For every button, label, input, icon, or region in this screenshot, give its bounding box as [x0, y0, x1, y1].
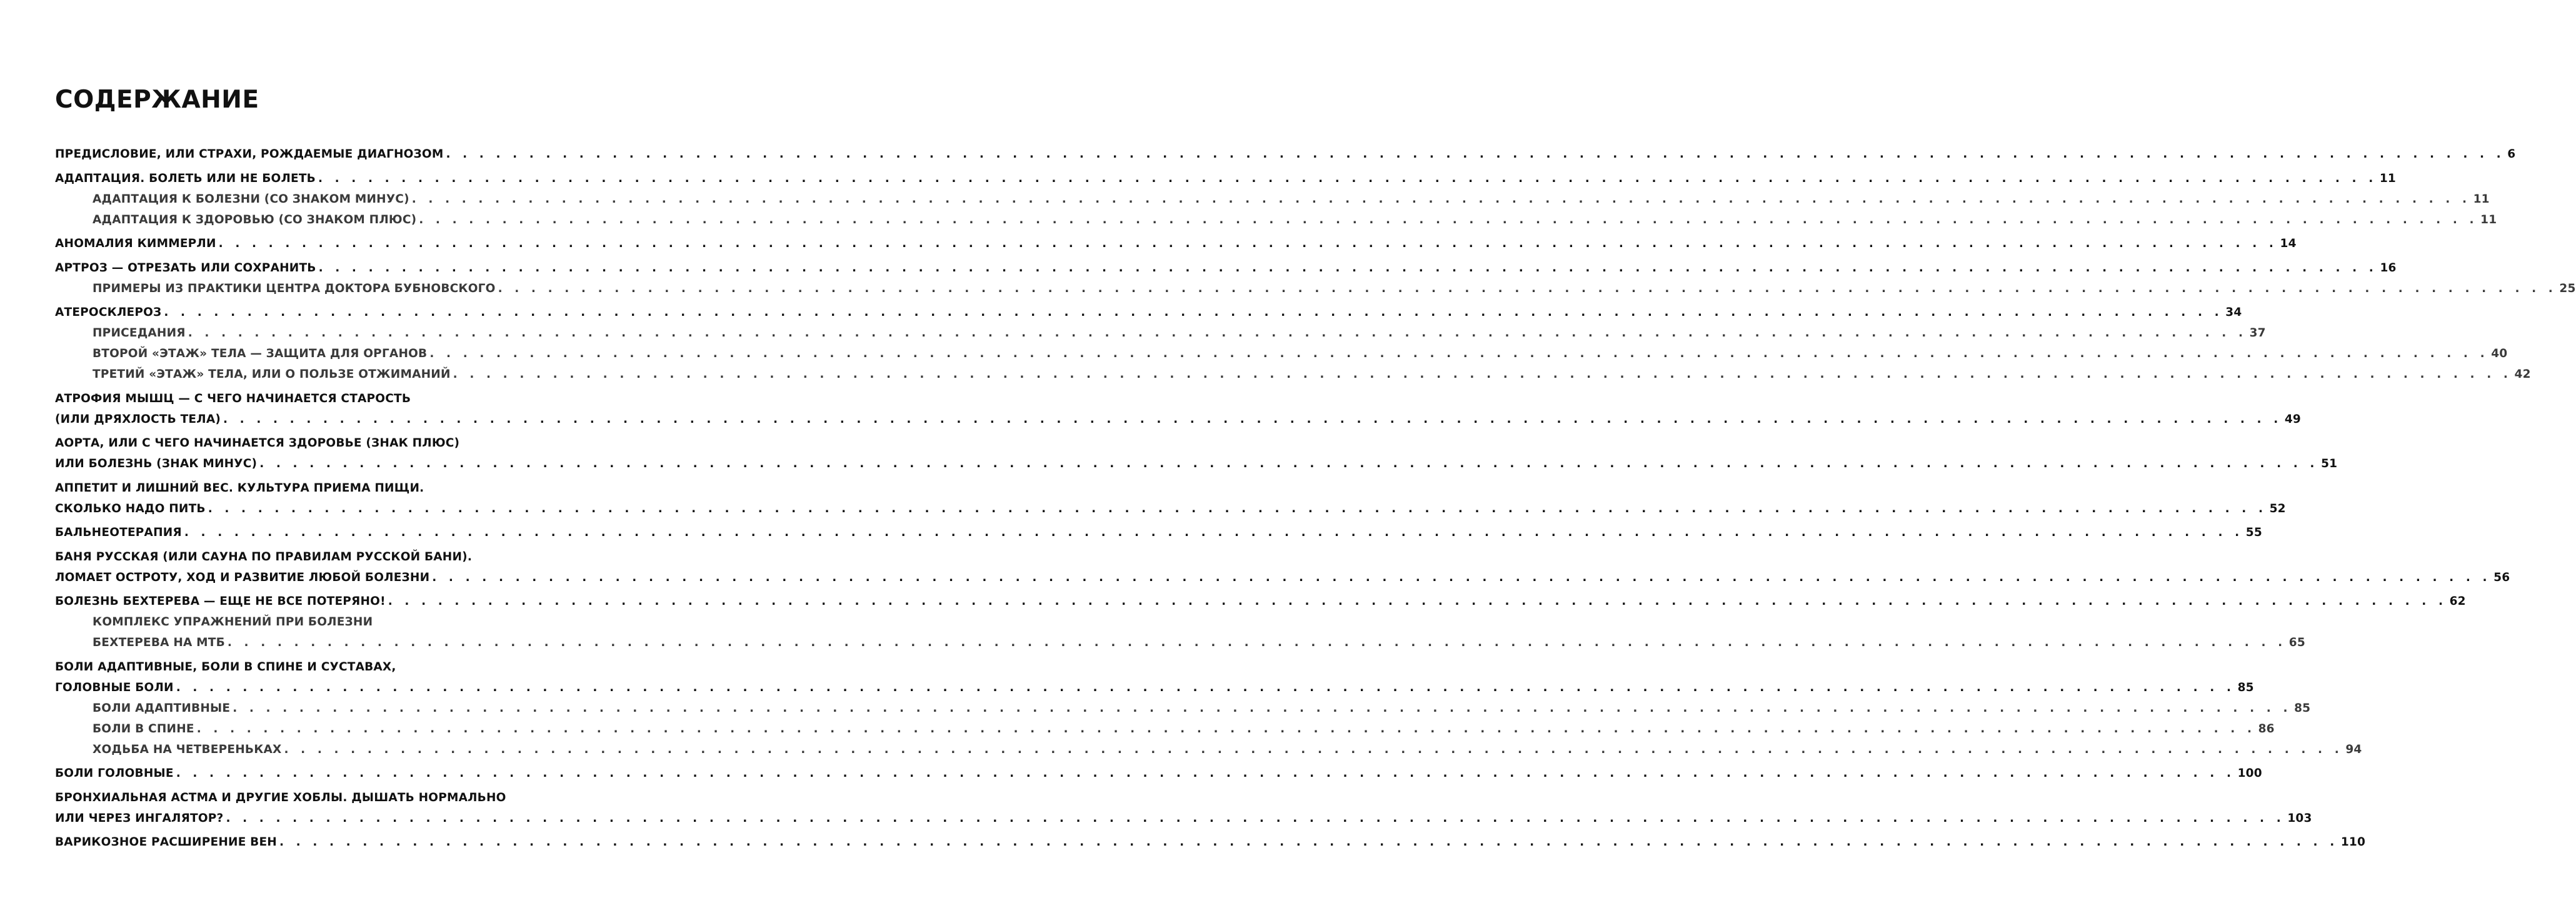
page-number: 85 — [2294, 701, 2311, 715]
page-number: 110 — [2340, 836, 2366, 849]
toc-entry-title-first-line: АТРОФИЯ МЫШЦ — С ЧЕГО НАЧИНАЕТСЯ СТАРОСТЬ — [55, 392, 411, 405]
toc-subentry[interactable] — [55, 343, 2508, 364]
page-number: 100 — [2237, 767, 2262, 780]
toc-subentry[interactable] — [55, 719, 2275, 739]
dot-leader: . . . . . . . . . . . . . . . . . . . . . . . . . . . . . . . . . . . . . . . . . . . . . . . . . . . . . . . . . . . . . . . . . . . . . . . . . . . . . . . . . . . . . . . . . . . . . . . . . . . . . . . . . . . . . . . . . . . . . . . . . . . . — [388, 595, 2447, 608]
toc-entry[interactable] — [55, 591, 2466, 612]
page-number: 86 — [2258, 722, 2275, 736]
page-number: 55 — [2245, 526, 2262, 539]
toc-entry-title: ГОЛОВНЫЕ БОЛИ — [55, 680, 174, 694]
toc-entry[interactable] — [55, 168, 2396, 189]
page-number: 16 — [2380, 261, 2397, 275]
dot-leader: . . . . . . . . . . . . . . . . . . . . . . . . . . . . . . . . . . . . . . . . . . . . . . . . . . . . . . . . . . . . . . . . . . . . . . . . . . . . . . . . . . . . . . . . . . . . . . . . . . . . . . . . . . . . . . . . . . . . . . . . . . . . — [218, 237, 2278, 250]
page-number: 14 — [2280, 237, 2297, 250]
dot-leader: . . . . . . . . . . . . . . . . . . . . . . . . . . . . . . . . . . . . . . . . . . . . . . . . . . . . . . . . . . . . . . . . . . . . . . . . . . . . . . . . . . . . . . . . . . . . . . . . . . . . . . . . . . . . . . . . . . . . . . . . . . . . — [259, 457, 2319, 470]
toc-entry[interactable] — [55, 388, 2302, 430]
page-number: 40 — [2491, 347, 2508, 360]
toc-entry-title-first-line: АОРТА, ИЛИ С ЧЕГО НАЧИНАЕТСЯ ЗДОРОВЬЕ (ЗНАК ПЛЮС) — [55, 437, 460, 450]
toc-entry-title: ВТОРОЙ «ЭТАЖ» ТЕЛА — ЗАЩИТА ДЛЯ ОРГАНОВ — [93, 347, 428, 360]
toc-entry-title: АДАПТАЦИЯ К БОЛЕЗНИ (СО ЗНАКОМ МИНУС) — [93, 192, 409, 206]
toc-entry-title: ИЛИ ЧЕРЕЗ ИНГАЛЯТОР? — [55, 811, 224, 825]
toc-entry[interactable] — [55, 522, 2262, 543]
toc-entry[interactable] — [55, 763, 2262, 784]
toc-entry[interactable] — [55, 258, 2397, 278]
dot-leader: . . . . . . . . . . . . . . . . . . . . . . . . . . . . . . . . . . . . . . . . . . . . . . . . . . . . . . . . . . . . . . . . . . . . . . . . . . . . . . . . . . . . . . . . . . . . . . . . . . . . . . . . . . . . . . . . . . . . . . . . . . . . — [279, 836, 2338, 849]
page-number: 62 — [2449, 595, 2466, 608]
page-number: 56 — [2493, 570, 2510, 584]
page-number: 94 — [2345, 742, 2362, 756]
dot-leader: . . . . . . . . . . . . . . . . . . . . . . . . . . . . . . . . . . . . . . . . . . . . . . . . . . . . . . . . . . . . . . . . . . . . . . . . . . . . . . . . . . . . . . . . . . . . . . . . . . . . . . . . . . . . . . . . . . . . . . . . . . . . — [208, 502, 2267, 515]
dot-leader: . . . . . . . . . . . . . . . . . . . . . . . . . . . . . . . . . . . . . . . . . . . . . . . . . . . . . . . . . . . . . . . . . . . . . . . . . . . . . . . . . . . . . . . . . . . . . . . . . . . . . . . . . . . . . . . . . . . . . . . . . . . . — [184, 526, 2243, 539]
table-of-contents — [55, 144, 2576, 852]
toc-entry-title: СКОЛЬКО НАДО ПИТЬ — [55, 502, 206, 515]
toc-entry[interactable] — [55, 787, 2312, 829]
toc-entry-title-first-line: БАНЯ РУССКАЯ (ИЛИ САУНА ПО ПРАВИЛАМ РУССКОЙ БАНИ). — [55, 550, 473, 564]
dot-leader: . . . . . . . . . . . . . . . . . . . . . . . . . . . . . . . . . . . . . . . . . . . . . . . . . . . . . . . . . . . . . . . . . . . . . . . . . . . . . . . . . . . . . . . . . . . . . . . . . . . . . . . . . . . . . . . . . . . . . . . . . . . . — [498, 281, 2557, 295]
toc-entry-title: ПРИМЕРЫ ИЗ ПРАКТИКИ ЦЕНТРА ДОКТОРА БУБНОВСКОГО — [93, 281, 496, 295]
toc-entry-title: БЕХТЕРЕВА НА МТБ — [93, 636, 225, 649]
page-number: 34 — [2225, 306, 2242, 319]
page-number: 42 — [2514, 368, 2531, 381]
dot-leader: . . . . . . . . . . . . . . . . . . . . . . . . . . . . . . . . . . . . . . . . . . . . . . . . . . . . . . . . . . . . . . . . . . . . . . . . . . . . . . . . . . . . . . . . . . . . . . . . . . . . . . . . . . . . . . . . . . . . . . . . . . . . — [227, 636, 2287, 649]
dot-leader: . . . . . . . . . . . . . . . . . . . . . . . . . . . . . . . . . . . . . . . . . . . . . . . . . . . . . . . . . . . . . . . . . . . . . . . . . . . . . . . . . . . . . . . . . . . . . . . . . . . . . . . . . . . . . . . . . . . . . . . . . . . . — [176, 767, 2235, 780]
toc-entry-title: ИЛИ БОЛЕЗНЬ (ЗНАК МИНУС) — [55, 457, 258, 470]
page-number: 6 — [2507, 148, 2516, 161]
toc-subentry[interactable] — [55, 323, 2266, 343]
toc-subentry[interactable] — [55, 210, 2497, 230]
toc-entry-title: БОЛИ В СПИНЕ — [93, 722, 194, 736]
toc-entry-title: АНОМАЛИЯ КИММЕРЛИ — [55, 237, 216, 250]
toc-entry-title: ПРИСЕДАНИЯ — [93, 326, 186, 340]
toc-entry[interactable] — [55, 144, 2516, 164]
page-number: 37 — [2249, 326, 2266, 340]
toc-entry-title: ХОДЬБА НА ЧЕТВЕРЕНЬКАХ — [93, 742, 282, 756]
toc-subentry[interactable] — [55, 612, 2305, 653]
page-number: 11 — [2379, 171, 2396, 185]
toc-entry-title: ВАРИКОЗНОЕ РАСШИРЕНИЕ ВЕН — [55, 836, 277, 849]
dot-leader: . . . . . . . . . . . . . . . . . . . . . . . . . . . . . . . . . . . . . . . . . . . . . . . . . . . . . . . . . . . . . . . . . . . . . . . . . . . . . . . . . . . . . . . . . . . . . . . . . . . . . . . . . . . . . . . . . . . . . . . . . . . . — [188, 326, 2247, 340]
toc-entry[interactable] — [55, 478, 2286, 519]
toc-entry-title-first-line: БРОНХИАЛЬНАЯ АСТМА И ДРУГИЕ ХОБЛЫ. ДЫШАТЬ НОРМАЛЬНО — [55, 791, 506, 804]
dot-leader: . . . . . . . . . . . . . . . . . . . . . . . . . . . . . . . . . . . . . . . . . . . . . . . . . . . . . . . . . . . . . . . . . . . . . . . . . . . . . . . . . . . . . . . . . . . . . . . . . . . . . . . . . . . . . . . . . . . . . . . . . . . . — [419, 213, 2478, 226]
toc-entry[interactable] — [55, 233, 2297, 254]
toc-entry-title: АДАПТАЦИЯ. БОЛЕТЬ ИЛИ НЕ БОЛЕТЬ — [55, 171, 316, 185]
toc-entry-title-first-line: АППЕТИТ И ЛИШНИЙ ВЕС. КУЛЬТУРА ПРИЕМА ПИЩИ. — [55, 481, 424, 495]
page-number: 11 — [2473, 192, 2490, 206]
toc-entry-title: (ИЛИ ДРЯХЛОСТЬ ТЕЛА) — [55, 412, 221, 426]
page-number: 11 — [2480, 213, 2497, 226]
toc-entry-title: АДАПТАЦИЯ К ЗДОРОВЬЮ (СО ЗНАКОМ ПЛЮС) — [93, 213, 417, 226]
dot-leader: . . . . . . . . . . . . . . . . . . . . . . . . . . . . . . . . . . . . . . . . . . . . . . . . . . . . . . . . . . . . . . . . . . . . . . . . . . . . . . . . . . . . . . . . . . . . . . . . . . . . . . . . . . . . . . . . . . . . . . . . . . . . — [196, 722, 2256, 736]
toc-entry[interactable] — [55, 657, 2254, 698]
page-number: 65 — [2288, 636, 2305, 649]
toc-subentry[interactable] — [55, 698, 2311, 719]
dot-leader: . . . . . . . . . . . . . . . . . . . . . . . . . . . . . . . . . . . . . . . . . . . . . . . . . . . . . . . . . . . . . . . . . . . . . . . . . . . . . . . . . . . . . . . . . . . . . . . . . . . . . . . . . . . . . . . . . . . . . . . . . . . . — [164, 306, 2223, 319]
toc-subentry[interactable] — [55, 364, 2531, 385]
toc-subentry[interactable] — [55, 189, 2490, 210]
dot-leader: . . . . . . . . . . . . . . . . . . . . . . . . . . . . . . . . . . . . . . . . . . . . . . . . . . . . . . . . . . . . . . . . . . . . . . . . . . . . . . . . . . . . . . . . . . . . . . . . . . . . . . . . . . . . . . . . . . . . . . . . . . . . — [176, 680, 2235, 694]
dot-leader: . . . . . . . . . . . . . . . . . . . . . . . . . . . . . . . . . . . . . . . . . . . . . . . . . . . . . . . . . . . . . . . . . . . . . . . . . . . . . . . . . . . . . . . . . . . . . . . . . . . . . . . . . . . . . . . . . . . . . . . . . . . . — [223, 412, 2282, 426]
dot-leader: . . . . . . . . . . . . . . . . . . . . . . . . . . . . . . . . . . . . . . . . . . . . . . . . . . . . . . . . . . . . . . . . . . . . . . . . . . . . . . . . . . . . . . . . . . . . . . . . . . . . . . . . . . . . . . . . . . . . . . . . . . . . — [446, 148, 2505, 161]
page-number: 51 — [2321, 457, 2338, 470]
toc-entry[interactable] — [55, 433, 2338, 474]
page-title: СОДЕРЖАНИЕ — [55, 86, 259, 114]
toc-subentry[interactable] — [55, 278, 2576, 299]
page-number: 85 — [2237, 680, 2254, 694]
toc-entry-title: ПРЕДИСЛОВИЕ, ИЛИ СТРАХИ, РОЖДАЕМЫЕ ДИАГНОЗОМ — [55, 148, 444, 161]
dot-leader: . . . . . . . . . . . . . . . . . . . . . . . . . . . . . . . . . . . . . . . . . . . . . . . . . . . . . . . . . . . . . . . . . . . . . . . . . . . . . . . . . . . . . . . . . . . . . . . . . . . . . . . . . . . . . . . . . . . . . . . . . . . . — [318, 261, 2378, 275]
dot-leader: . . . . . . . . . . . . . . . . . . . . . . . . . . . . . . . . . . . . . . . . . . . . . . . . . . . . . . . . . . . . . . . . . . . . . . . . . . . . . . . . . . . . . . . . . . . . . . . . . . . . . . . . . . . . . . . . . . . . . . . . . . . . — [411, 192, 2471, 206]
toc-subentry[interactable] — [55, 739, 2362, 760]
toc-entry-title: БОЛЕЗНЬ БЕХТЕРЕВА — ЕЩЕ НЕ ВСЕ ПОТЕРЯНО! — [55, 595, 386, 608]
toc-entry[interactable] — [55, 547, 2510, 588]
toc-entry-title: БАЛЬНЕОТЕРАПИЯ — [55, 526, 182, 539]
page-number: 52 — [2269, 502, 2286, 515]
dot-leader: . . . . . . . . . . . . . . . . . . . . . . . . . . . . . . . . . . . . . . . . . . . . . . . . . . . . . . . . . . . . . . . . . . . . . . . . . . . . . . . . . . . . . . . . . . . . . . . . . . . . . . . . . . . . . . . . . . . . . . . . . . . . — [226, 811, 2285, 825]
dot-leader: . . . . . . . . . . . . . . . . . . . . . . . . . . . . . . . . . . . . . . . . . . . . . . . . . . . . . . . . . . . . . . . . . . . . . . . . . . . . . . . . . . . . . . . . . . . . . . . . . . . . . . . . . . . . . . . . . . . . . . . . . . . . — [432, 570, 2492, 584]
page-number: 25 — [2559, 281, 2576, 295]
page-number: 49 — [2284, 412, 2302, 426]
dot-leader: . . . . . . . . . . . . . . . . . . . . . . . . . . . . . . . . . . . . . . . . . . . . . . . . . . . . . . . . . . . . . . . . . . . . . . . . . . . . . . . . . . . . . . . . . . . . . . . . . . . . . . . . . . . . . . . . . . . . . . . . . . . . — [284, 742, 2343, 756]
toc-entry-title-first-line: БОЛИ АДАПТИВНЫЕ, БОЛИ В СПИНЕ И СУСТАВАХ, — [55, 660, 396, 674]
toc-entry-title: БОЛИ АДАПТИВНЫЕ — [93, 701, 231, 715]
dot-leader: . . . . . . . . . . . . . . . . . . . . . . . . . . . . . . . . . . . . . . . . . . . . . . . . . . . . . . . . . . . . . . . . . . . . . . . . . . . . . . . . . . . . . . . . . . . . . . . . . . . . . . . . . . . . . . . . . . . . . . . . . . . . — [233, 701, 2292, 715]
dot-leader: . . . . . . . . . . . . . . . . . . . . . . . . . . . . . . . . . . . . . . . . . . . . . . . . . . . . . . . . . . . . . . . . . . . . . . . . . . . . . . . . . . . . . . . . . . . . . . . . . . . . . . . . . . . . . . . . . . . . . . . . . . . . — [318, 171, 2377, 185]
toc-entry-title: АРТРОЗ — ОТРЕЗАТЬ ИЛИ СОХРАНИТЬ — [55, 261, 316, 275]
toc-entry-title: ТРЕТИЙ «ЭТАЖ» ТЕЛА, ИЛИ О ПОЛЬЗЕ ОТЖИМАНИЙ — [93, 368, 451, 381]
toc-entry[interactable] — [55, 832, 2366, 852]
page-number: 103 — [2287, 811, 2312, 825]
toc-entry-title: ЛОМАЕТ ОСТРОТУ, ХОД И РАЗВИТИЕ ЛЮБОЙ БОЛЕЗНИ — [55, 570, 430, 584]
toc-entry-title-first-line: КОМПЛЕКС УПРАЖНЕНИЙ ПРИ БОЛЕЗНИ — [93, 615, 373, 629]
toc-entry-title: БОЛИ ГОЛОВНЫЕ — [55, 767, 174, 780]
dot-leader: . . . . . . . . . . . . . . . . . . . . . . . . . . . . . . . . . . . . . . . . . . . . . . . . . . . . . . . . . . . . . . . . . . . . . . . . . . . . . . . . . . . . . . . . . . . . . . . . . . . . . . . . . . . . . . . . . . . . . . . . . . . . — [429, 347, 2489, 360]
toc-entry[interactable] — [55, 302, 2242, 323]
toc-entry-title: АТЕРОСКЛЕРОЗ — [55, 306, 162, 319]
dot-leader: . . . . . . . . . . . . . . . . . . . . . . . . . . . . . . . . . . . . . . . . . . . . . . . . . . . . . . . . . . . . . . . . . . . . . . . . . . . . . . . . . . . . . . . . . . . . . . . . . . . . . . . . . . . . . . . . . . . . . . . . . . . . — [453, 368, 2512, 381]
